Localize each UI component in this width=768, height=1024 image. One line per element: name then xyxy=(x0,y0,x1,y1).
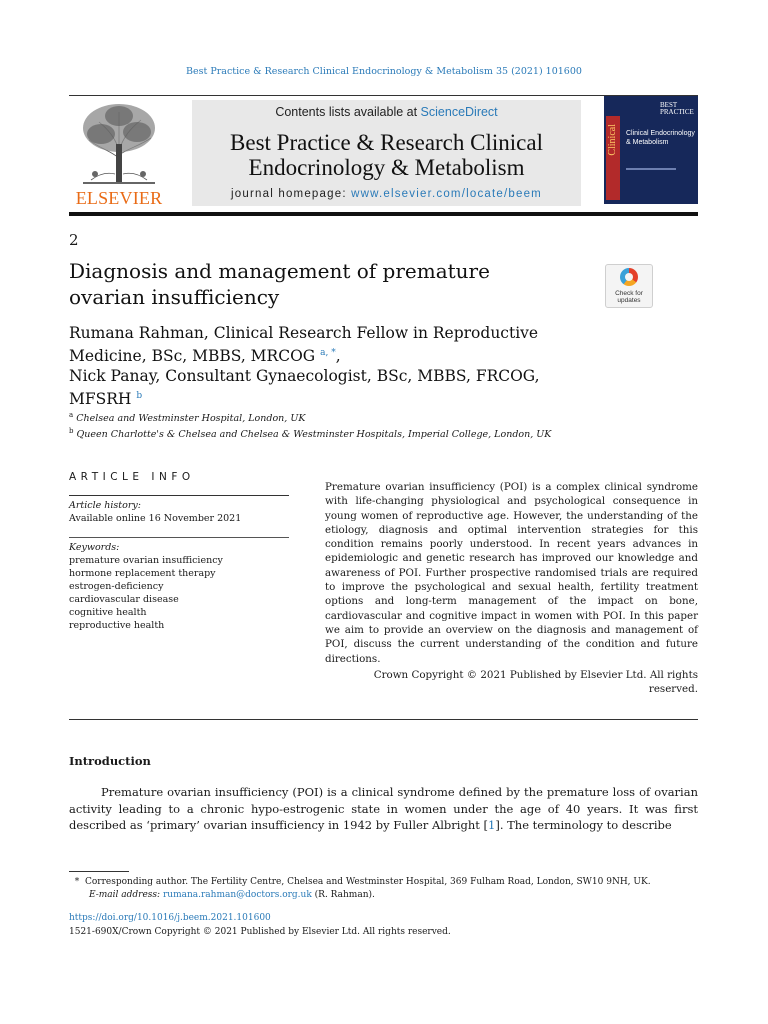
cover-divider xyxy=(626,168,676,170)
journal-homepage xyxy=(192,188,581,200)
affil-mark: b xyxy=(69,427,74,436)
section-divider xyxy=(69,719,698,720)
doi-link[interactable]: https://doi.org/10.1016/j.beem.2021.101600 xyxy=(69,913,271,923)
affiliation-a xyxy=(69,409,689,425)
corresponding-footnote xyxy=(69,876,698,902)
author-panay-affil-link[interactable]: b xyxy=(136,391,143,402)
reference-link-1[interactable]: 1 xyxy=(488,818,496,832)
check-updates-label: Check for updates xyxy=(615,290,643,304)
check-updates-icon xyxy=(620,268,638,286)
cover-side-text: Clinical xyxy=(607,124,618,156)
chapter-number: 2 xyxy=(69,231,79,249)
contents-line xyxy=(192,105,581,119)
keywords-rule xyxy=(69,537,289,538)
article-title: Diagnosis and management of premature ovarian insufficiency xyxy=(69,259,490,309)
elsevier-tree-icon xyxy=(69,100,169,186)
abstract-copyright xyxy=(325,668,698,697)
journal-cover-image[interactable] xyxy=(604,96,698,204)
cover-top-text: BEST PRACTICE xyxy=(660,101,694,116)
keyword-item: cardiovascular disease xyxy=(69,593,179,605)
history-value: Available online 16 November 2021 xyxy=(69,513,242,524)
copyright-line: Crown Copyright © 2021 Published by Elsevier Ltd. All rights reserved. xyxy=(373,669,698,696)
intro-text-cont: ]. The terminology to describe xyxy=(495,818,672,832)
abstract-text: Premature ovarian insufficiency (POI) is a complex clinical syndrome with life-changing physiological and psychological consequence in young women of reproductive age. However, the understanding of the etiology, diagnosis and optimal intervention strategies for this condition remains poorly understood. In recent years advances in epidemiologic and genetic research has improved our knowledge and awareness of POI. Further prospective randomised trials are required to improve the psychological and sexual health, fertility treatment options and long-term management of the impact on bone, cardiovascular and cognitive impact in women with POI. In this paper we aim to provide an overview on the diagnosis and management of POI, discuss the current understanding of the condition and future directions. xyxy=(325,481,698,665)
author-list: Rumana Rahman, Clinical Research Fellow in Reproductive Medicine, BSc, MBBS, MRCOG $^{a, *}$, Nick Panay, Consultant Gynaecologist, BSc, MBBS, FRCOG, MFSRH $^b$ xyxy=(69,324,540,409)
email-suffix: (R. Rahman). xyxy=(314,890,375,900)
issn-copyright: 1521-690X/Crown Copyright © 2021 Published by Elsevier Ltd. All rights reserved. xyxy=(69,927,451,937)
email-label: E-mail address: xyxy=(89,890,161,900)
elsevier-wordmark: ELSEVIER xyxy=(75,188,163,208)
journal-banner xyxy=(192,100,581,206)
keyword-item: estrogen-deficiency xyxy=(69,580,164,592)
affil-text: Chelsea and Westminster Hospital, London, UK xyxy=(76,413,306,425)
cover-subtitle: Clinical Endocrinology & Metabolism xyxy=(626,130,695,146)
keyword-item: reproductive health xyxy=(69,619,165,631)
article-info-rule xyxy=(69,495,289,496)
homepage-link[interactable]: www.elsevier.com/locate/beem xyxy=(351,188,542,200)
footnote-star: * xyxy=(74,877,80,887)
check-for-updates-button[interactable] xyxy=(605,264,653,308)
corresponding-author: Corresponding author. The Fertility Centre, Chelsea and Westminster Hospital, 369 Fulham Road, London, SW10 9NH, UK. xyxy=(85,877,651,887)
author-rahman: Rumana Rahman, Clinical Research Fellow in Reproductive Medicine, BSc, MBBS, MRCOG xyxy=(69,324,539,366)
author-panay: Nick Panay, Consultant Gynaecologist, BSc, MBBS, FRCOG, MFSRH xyxy=(69,367,540,409)
header-thick-rule xyxy=(69,212,698,216)
journal-title: Best Practice & Research Clinical Endocrinology & Metabolism xyxy=(230,130,543,180)
sciencedirect-link[interactable]: ScienceDirect xyxy=(420,105,498,119)
affil-text: Queen Charlotte's & Chelsea and Chelsea & Westminster Hospitals, Imperial College, London, UK xyxy=(76,429,552,441)
article-info-heading: ARTICLE INFO xyxy=(69,471,195,483)
history-label: Article history: xyxy=(69,500,141,511)
author-rahman-affil-link[interactable]: a, * xyxy=(320,348,336,358)
email-link[interactable]: rumana.rahman@doctors.org.uk xyxy=(162,890,312,900)
affiliations xyxy=(69,409,689,441)
footnote-rule xyxy=(69,871,129,872)
affil-mark: a xyxy=(69,411,74,419)
journal-citation[interactable]: Best Practice & Research Clinical Endocrinology & Metabolism 35 (2021) 101600 xyxy=(186,66,582,77)
keyword-item: premature ovarian insufficiency xyxy=(69,555,223,566)
contents-prefix: Contents lists available at xyxy=(275,105,421,119)
homepage-label: journal homepage: xyxy=(231,188,352,200)
keyword-item: hormone replacement therapy xyxy=(69,567,216,579)
keywords-label: Keywords: xyxy=(69,542,120,553)
introduction-heading: Introduction xyxy=(69,754,151,768)
elsevier-logo[interactable] xyxy=(69,100,169,206)
intro-text: Premature ovarian insufficiency (POI) is a clinical syndrome defined by the premature loss of ovarian activity leading to a chronic hypo-estrogenic state in women under the age of 40 years. It was first described as ‘primary’ ovarian insufficiency in 1942 by Fuller Albright [ xyxy=(69,785,698,832)
keyword-item: cognitive health xyxy=(69,606,147,618)
introduction-paragraph xyxy=(69,784,698,834)
keywords-list xyxy=(69,555,223,632)
affiliation-b xyxy=(69,425,689,441)
